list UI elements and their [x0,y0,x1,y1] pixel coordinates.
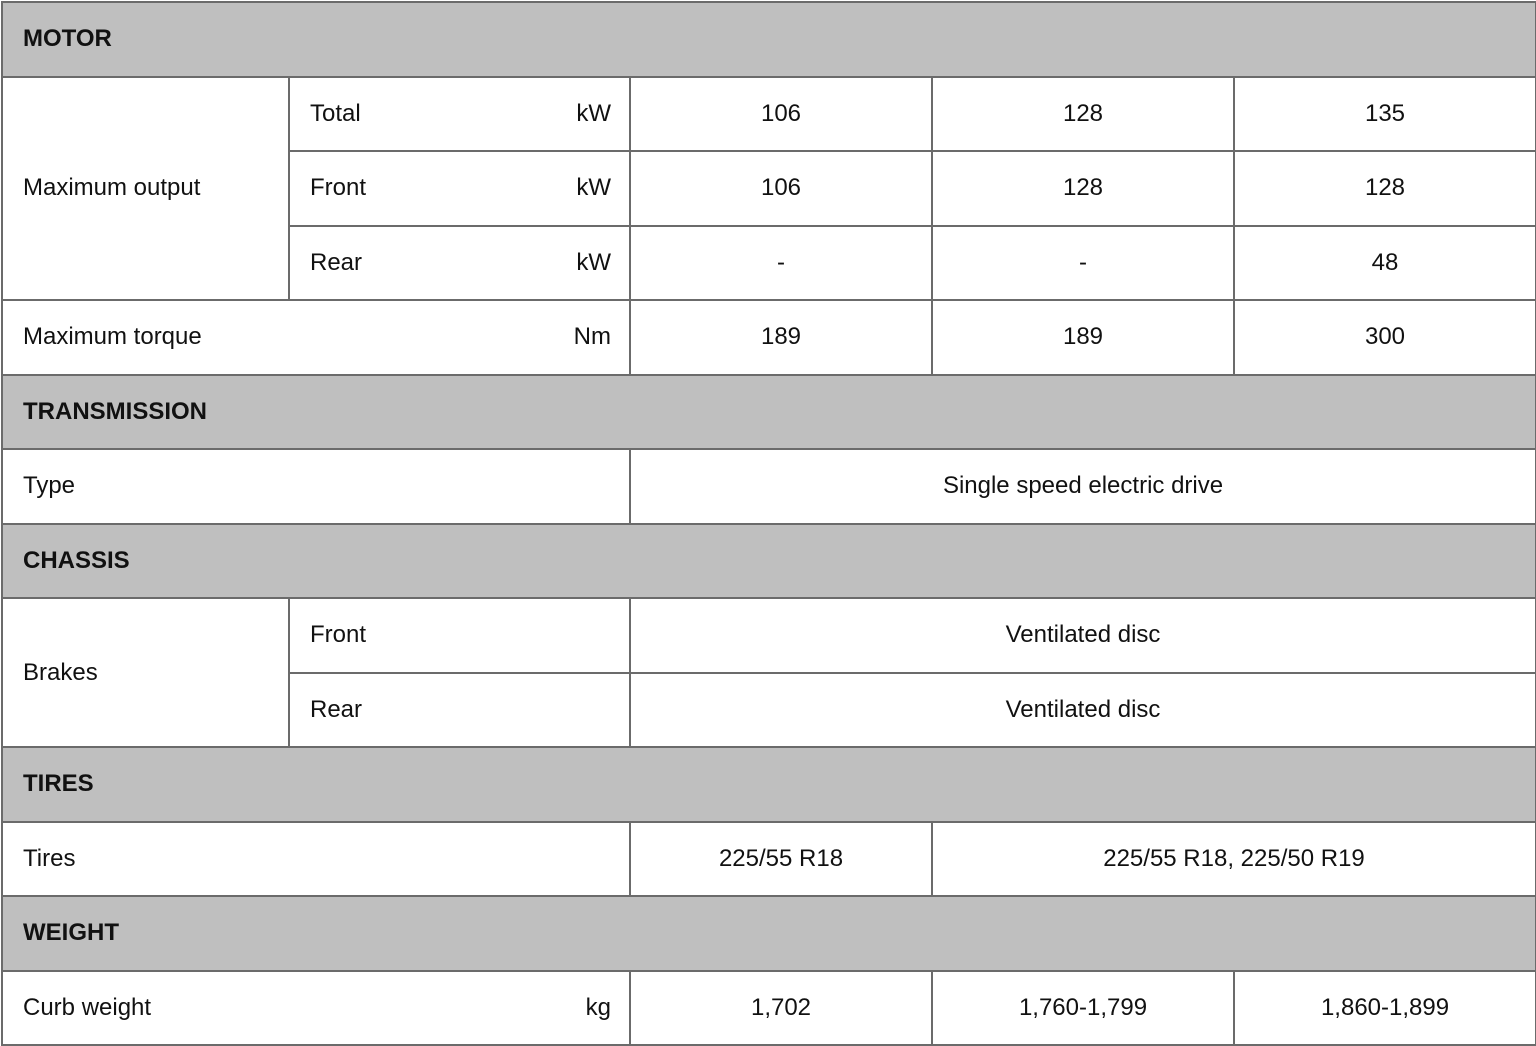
value-cell: 300 [1234,300,1536,375]
value-cell: Ventilated disc [630,598,1536,673]
row-label-maximum-output: Maximum output [2,77,289,301]
section-row-motor [2,2,1536,77]
value-cell: 1,860-1,899 [1234,971,1536,1046]
value-cell: 48 [1234,226,1536,301]
sublabel-cell-rear [289,226,630,301]
row-label-cell-curb-weight [2,971,630,1046]
unit-nm: Nm [573,323,611,351]
value-cell: Single speed electric drive [630,449,1536,524]
row-label-tires: Tires [2,822,630,897]
unit-kw: kW [576,248,611,276]
table-row-brakes-front [2,598,1536,673]
section-row-tires [2,747,1536,822]
value-cell: 106 [630,77,932,152]
unit-kw: kW [576,174,611,202]
row-label-maximum-torque: Maximum torque [23,323,202,351]
table-row-curb-weight [2,971,1536,1046]
row-label-curb-weight: Curb weight [23,993,152,1021]
value-cell: 189 [932,300,1234,375]
value-cell: 128 [932,77,1234,152]
table-row-transmission-type [2,449,1536,524]
sublabel-front: Front [310,174,367,202]
unit-kg: kg [585,993,611,1021]
unit-kw: kW [576,99,611,127]
row-label-brakes: Brakes [2,598,289,747]
table-row-max-torque [2,300,1536,375]
value-cell: Ventilated disc [630,673,1536,748]
value-cell: 225/55 R18 [630,822,932,897]
sublabel-rear: Rear [310,248,363,276]
spec-table [1,1,1536,1046]
section-header-chassis: CHASSIS [2,524,1536,599]
value-cell: 135 [1234,77,1536,152]
value-cell: 1,760-1,799 [932,971,1234,1046]
sublabel-total: Total [310,99,361,127]
table-row-output-total [2,77,1536,152]
sublabel-cell-total [289,77,630,152]
sublabel-front: Front [289,598,630,673]
section-row-chassis [2,524,1536,599]
section-row-weight [2,896,1536,971]
value-cell: 1,702 [630,971,932,1046]
value-cell: - [630,226,932,301]
value-cell: 106 [630,151,932,226]
sublabel-cell-front [289,151,630,226]
table-row-tires [2,822,1536,897]
row-label-type: Type [2,449,630,524]
section-header-motor: MOTOR [2,2,1536,77]
section-row-transmission [2,375,1536,450]
value-cell: 128 [1234,151,1536,226]
value-cell: - [932,226,1234,301]
section-header-transmission: TRANSMISSION [2,375,1536,450]
value-cell: 189 [630,300,932,375]
row-label-cell-max-torque [2,300,630,375]
value-cell: 128 [932,151,1234,226]
section-header-weight: WEIGHT [2,896,1536,971]
value-cell: 225/55 R18, 225/50 R19 [932,822,1536,897]
section-header-tires: TIRES [2,747,1536,822]
sublabel-rear: Rear [289,673,630,748]
